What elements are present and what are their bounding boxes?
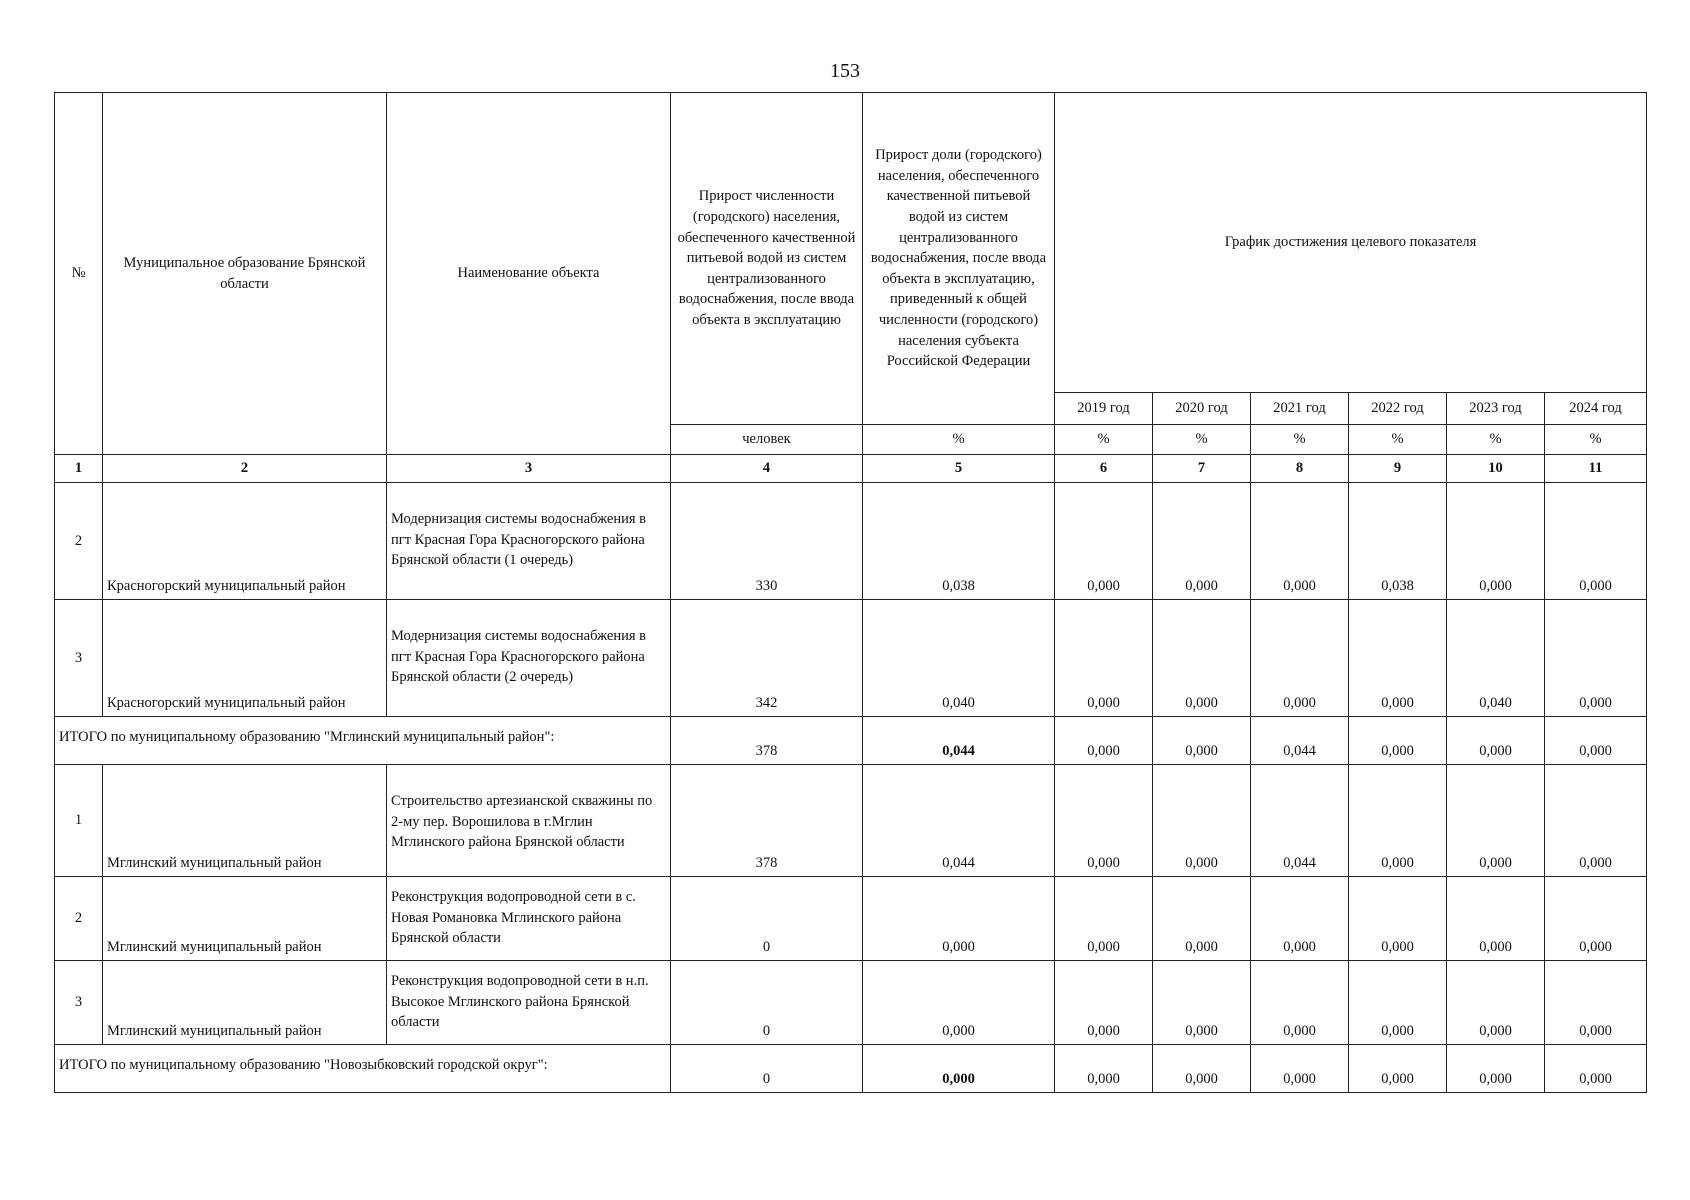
unit-people: человек bbox=[671, 425, 863, 455]
column-number: 9 bbox=[1349, 455, 1447, 483]
header-year: 2021 год bbox=[1251, 393, 1349, 425]
year-value: 0,000 bbox=[1349, 877, 1447, 961]
unit-percent: % bbox=[1251, 425, 1349, 455]
year-value: 0,000 bbox=[1545, 1045, 1647, 1093]
population-cell: 0 bbox=[671, 1045, 863, 1093]
row-number: 3 bbox=[55, 600, 103, 717]
year-value: 0,000 bbox=[1251, 600, 1349, 717]
year-value: 0,000 bbox=[1447, 1045, 1545, 1093]
column-number: 3 bbox=[387, 455, 671, 483]
column-number: 7 bbox=[1153, 455, 1251, 483]
page-number: 153 bbox=[830, 60, 860, 82]
table-row bbox=[55, 765, 1647, 877]
column-number: 4 bbox=[671, 455, 863, 483]
municipality-cell: Мглинский муниципальный район bbox=[103, 961, 387, 1045]
year-value: 0,044 bbox=[1251, 717, 1349, 765]
column-number: 10 bbox=[1447, 455, 1545, 483]
year-value: 0,000 bbox=[1153, 600, 1251, 717]
share-cell: 0,000 bbox=[863, 961, 1055, 1045]
population-cell: 0 bbox=[671, 877, 863, 961]
unit-percent: % bbox=[1447, 425, 1545, 455]
year-value: 0,000 bbox=[1153, 877, 1251, 961]
share-cell: 0,040 bbox=[863, 600, 1055, 717]
header-no: № bbox=[55, 93, 103, 455]
year-value: 0,000 bbox=[1153, 1045, 1251, 1093]
year-value: 0,000 bbox=[1447, 483, 1545, 600]
column-number: 2 bbox=[103, 455, 387, 483]
year-value: 0,000 bbox=[1153, 483, 1251, 600]
population-cell: 0 bbox=[671, 961, 863, 1045]
year-value: 0,000 bbox=[1545, 961, 1647, 1045]
year-value: 0,000 bbox=[1055, 961, 1153, 1045]
header-year: 2020 год bbox=[1153, 393, 1251, 425]
table-row bbox=[55, 877, 1647, 961]
header-year: 2024 год bbox=[1545, 393, 1647, 425]
header-municipality: Муниципальное образование Брянской области bbox=[103, 93, 387, 455]
column-number: 8 bbox=[1251, 455, 1349, 483]
unit-percent: % bbox=[1349, 425, 1447, 455]
share-cell: 0,000 bbox=[863, 877, 1055, 961]
object-cell: Реконструкция водопроводной сети в н.п. Высокое Мглинского района Брянской области bbox=[387, 961, 671, 1045]
unit-percent: % bbox=[1055, 425, 1153, 455]
year-value: 0,000 bbox=[1251, 1045, 1349, 1093]
year-value: 0,000 bbox=[1349, 765, 1447, 877]
header-object: Наименование объекта bbox=[387, 93, 671, 455]
municipality-cell: Мглинский муниципальный район bbox=[103, 877, 387, 961]
header-schedule: График достижения целевого показателя bbox=[1055, 93, 1647, 393]
year-value: 0,038 bbox=[1349, 483, 1447, 600]
year-value: 0,000 bbox=[1447, 877, 1545, 961]
year-value: 0,000 bbox=[1349, 600, 1447, 717]
column-number: 5 bbox=[863, 455, 1055, 483]
municipality-cell: Красногорский муниципальный район bbox=[103, 600, 387, 717]
row-number: 2 bbox=[55, 877, 103, 961]
year-value: 0,000 bbox=[1251, 483, 1349, 600]
total-label: ИТОГО по муниципальному образованию "Новозыбковский городской округ": bbox=[55, 1045, 671, 1093]
year-value: 0,000 bbox=[1349, 717, 1447, 765]
year-value: 0,000 bbox=[1447, 765, 1545, 877]
header-row bbox=[55, 93, 1647, 393]
header-share-growth: Прирост доли (городского) населения, обеспеченного качественной питьевой водой из систем централизованного водоснабжения, после ввода объекта в эксплуатацию, приведенный к общей численности (городского) населения субъекта Российской Федерации bbox=[863, 93, 1055, 425]
year-value: 0,000 bbox=[1349, 961, 1447, 1045]
year-value: 0,000 bbox=[1055, 483, 1153, 600]
object-cell: Строительство артезианской скважины по 2-му пер. Ворошилова в г.Мглин Мглинского района Брянской области bbox=[387, 765, 671, 877]
year-value: 0,000 bbox=[1447, 717, 1545, 765]
share-cell: 0,044 bbox=[863, 717, 1055, 765]
column-number: 6 bbox=[1055, 455, 1153, 483]
row-number: 1 bbox=[55, 765, 103, 877]
table-row bbox=[55, 483, 1647, 600]
municipality-cell: Красногорский муниципальный район bbox=[103, 483, 387, 600]
population-cell: 378 bbox=[671, 717, 863, 765]
year-value: 0,000 bbox=[1055, 765, 1153, 877]
population-cell: 378 bbox=[671, 765, 863, 877]
unit-percent: % bbox=[863, 425, 1055, 455]
unit-percent: % bbox=[1545, 425, 1647, 455]
header-population-growth: Прирост численности (городского) населения, обеспеченного качественной питьевой водой из систем централизованного водоснабжения, после ввода объекта в эксплуатацию bbox=[671, 93, 863, 425]
year-value: 0,000 bbox=[1251, 961, 1349, 1045]
year-value: 0,000 bbox=[1545, 765, 1647, 877]
share-cell: 0,000 bbox=[863, 1045, 1055, 1093]
object-cell: Реконструкция водопроводной сети в с. Новая Романовка Мглинского района Брянской области bbox=[387, 877, 671, 961]
year-value: 0,000 bbox=[1545, 877, 1647, 961]
unit-percent: % bbox=[1153, 425, 1251, 455]
header-year: 2022 год bbox=[1349, 393, 1447, 425]
column-number: 1 bbox=[55, 455, 103, 483]
total-row bbox=[55, 1045, 1647, 1093]
year-value: 0,000 bbox=[1447, 961, 1545, 1045]
total-row bbox=[55, 717, 1647, 765]
year-value: 0,000 bbox=[1055, 877, 1153, 961]
column-numbers-row bbox=[55, 455, 1647, 483]
year-value: 0,000 bbox=[1153, 765, 1251, 877]
population-cell: 330 bbox=[671, 483, 863, 600]
total-label: ИТОГО по муниципальному образованию "Мглинский муниципальный район": bbox=[55, 717, 671, 765]
year-value: 0,000 bbox=[1153, 961, 1251, 1045]
year-value: 0,000 bbox=[1545, 717, 1647, 765]
year-value: 0,000 bbox=[1055, 600, 1153, 717]
table-row bbox=[55, 600, 1647, 717]
share-cell: 0,038 bbox=[863, 483, 1055, 600]
row-number: 2 bbox=[55, 483, 103, 600]
year-value: 0,000 bbox=[1349, 1045, 1447, 1093]
municipality-cell: Мглинский муниципальный район bbox=[103, 765, 387, 877]
year-value: 0,044 bbox=[1251, 765, 1349, 877]
header-year: 2019 год bbox=[1055, 393, 1153, 425]
year-value: 0,000 bbox=[1251, 877, 1349, 961]
header-year: 2023 год bbox=[1447, 393, 1545, 425]
year-value: 0,040 bbox=[1447, 600, 1545, 717]
object-cell: Модернизация системы водоснабжения в пгт Красная Гора Красногорского района Брянской области (1 очередь) bbox=[387, 483, 671, 600]
column-number: 11 bbox=[1545, 455, 1647, 483]
population-cell: 342 bbox=[671, 600, 863, 717]
year-value: 0,000 bbox=[1055, 717, 1153, 765]
row-number: 3 bbox=[55, 961, 103, 1045]
year-value: 0,000 bbox=[1055, 1045, 1153, 1093]
share-cell: 0,044 bbox=[863, 765, 1055, 877]
year-value: 0,000 bbox=[1545, 600, 1647, 717]
table-row bbox=[55, 961, 1647, 1045]
target-indicator-table bbox=[54, 92, 1647, 1093]
year-value: 0,000 bbox=[1545, 483, 1647, 600]
object-cell: Модернизация системы водоснабжения в пгт Красная Гора Красногорского района Брянской области (2 очередь) bbox=[387, 600, 671, 717]
year-value: 0,000 bbox=[1153, 717, 1251, 765]
